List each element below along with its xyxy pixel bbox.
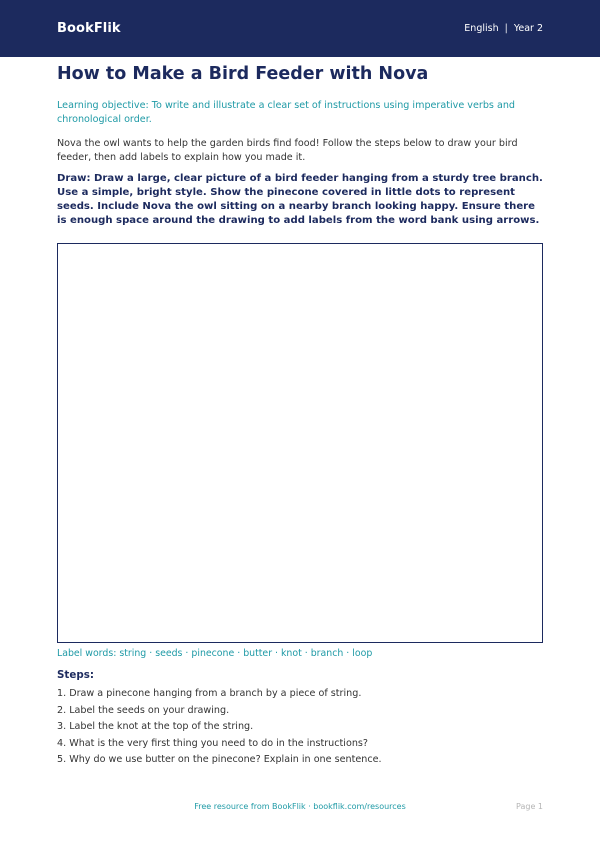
brand-logo[interactable]: BookFlik: [57, 21, 121, 36]
step-item: 3. Label the knot at the top of the string.: [57, 721, 254, 733]
word-bank: Label words: string · seeds · pinecone · butter · knot · branch · loop: [57, 648, 373, 659]
drawing-area[interactable]: [57, 243, 543, 643]
step-item: 2. Label the seeds on your drawing.: [57, 704, 230, 716]
page-title: How to Make a Bird Feeder with Nova: [57, 64, 429, 84]
subject-year: [464, 23, 543, 34]
step-item: 5. Why do we use butter on the pinecone? Explain in one sentence.: [57, 754, 382, 766]
steps-heading: Steps:: [57, 669, 94, 681]
steps-list: [57, 688, 543, 771]
page-number: Page 1: [516, 802, 543, 811]
meta-separator: |: [504, 23, 508, 34]
intro-text: Nova the owl wants to help the garden birds find food! Follow the steps below to draw your bird feeder, then add labels to explain how you made it.: [57, 138, 518, 163]
draw-prompt: Draw: Draw a large, clear picture of a bird feeder hanging from a sturdy tree branch. Use a simple, bright style. Show the pinecone covered in little dots to represent seeds. Include Nova the owl sitting on a nearby branch looking happy. Ensure there is enough space around the drawing to add labels from the word bank using arrows.: [57, 173, 543, 226]
learning-objective: Learning objective: To write and illustrate a clear set of instructions using imperative verbs and chronological order.: [57, 100, 516, 125]
subject-label: English: [464, 23, 499, 34]
footer: [57, 802, 543, 816]
step-item: 1. Draw a pinecone hanging from a branch by a piece of string.: [57, 688, 362, 699]
step-item: 4. What is the very first thing you need to do in the instructions?: [57, 737, 368, 749]
year-label: Year 2: [513, 23, 543, 34]
header-bar: [0, 0, 600, 57]
footer-resource-link[interactable]: Free resource from BookFlik · bookflik.com/resources: [194, 802, 406, 811]
